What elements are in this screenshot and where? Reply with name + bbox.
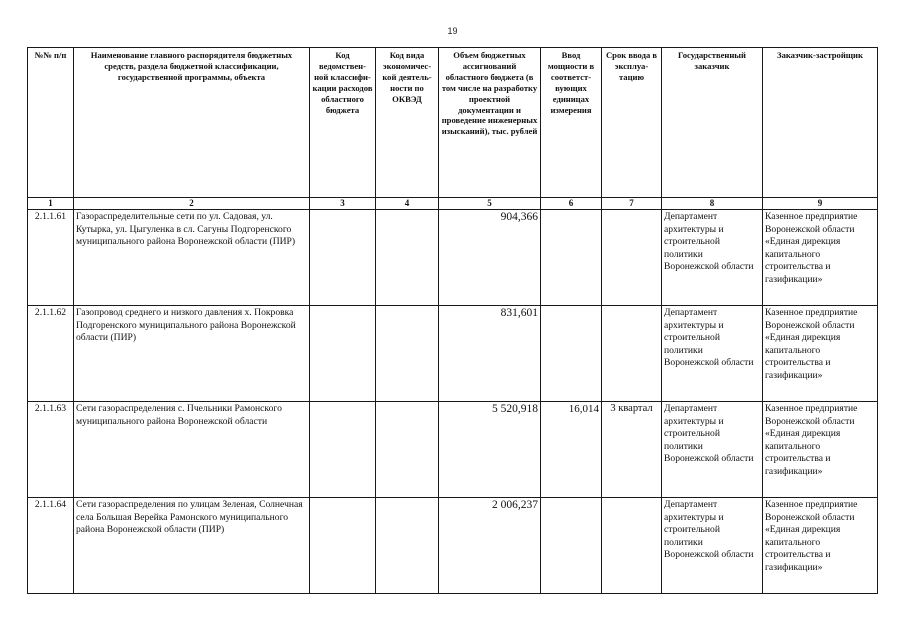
table-row — [28, 210, 878, 306]
state-customer-cell: Департамент архитектуры и строительной политики Воронежской области — [662, 498, 763, 594]
header-cell-state-customer: Государственный заказчик — [662, 48, 763, 198]
table-row — [28, 306, 878, 402]
table-header-row — [28, 48, 878, 198]
object-name-cell: Газопровод среднего и низкого давления х. Покровка Подгоренского муниципального района Воронежской области (ПИР) — [74, 306, 310, 402]
row-number-cell: 2.1.1.64 — [28, 498, 74, 594]
header-cell-name: Наименование главного распорядителя бюджетных средств, раздела бюджетной классификации, государственной программы, объекта — [74, 48, 310, 198]
row-number-cell: 2.1.1.62 — [28, 306, 74, 402]
column-number: 8 — [662, 198, 763, 210]
column-number: 5 — [439, 198, 541, 210]
header-cell-budget-amount: Объем бюджетных ассигнований областного бюджета (в том числе на разработку проектной документации и проведение инженерных изысканий), тыс. рублей — [439, 48, 541, 198]
commission-term-cell — [602, 498, 662, 594]
column-number: 4 — [376, 198, 439, 210]
header-cell-number: №№ п/п — [28, 48, 74, 198]
developer-cell: Казенное предприятие Воронежской области «Единая дирекция капитального строительства и газификации» — [763, 306, 878, 402]
page-number: 19 — [447, 26, 458, 36]
header-cell-okved-code: Код вида экономичес-кой деятель-ности по ОКВЭД — [376, 48, 439, 198]
developer-cell: Казенное предприятие Воронежской области «Единая дирекция капитального строительства и газификации» — [763, 498, 878, 594]
column-number: 3 — [310, 198, 376, 210]
budget-amount-cell: 5 520,918 — [439, 402, 541, 498]
table-row — [28, 498, 878, 594]
budget-amount-cell: 831,601 — [439, 306, 541, 402]
state-customer-cell: Департамент архитектуры и строительной политики Воронежской области — [662, 402, 763, 498]
developer-cell: Казенное предприятие Воронежской области «Единая дирекция капитального строительства и газификации» — [763, 402, 878, 498]
developer-cell: Казенное предприятие Воронежской области «Единая дирекция капитального строительства и газификации» — [763, 210, 878, 306]
dept-code-cell — [310, 498, 376, 594]
okved-code-cell — [376, 402, 439, 498]
column-number: 9 — [763, 198, 878, 210]
okved-code-cell — [376, 210, 439, 306]
okved-code-cell — [376, 306, 439, 402]
commission-term-cell — [602, 210, 662, 306]
state-customer-cell: Департамент архитектуры и строительной политики Воронежской области — [662, 210, 763, 306]
row-number-cell: 2.1.1.63 — [28, 402, 74, 498]
header-cell-capacity: Ввод мощности в соответст-вующих единицах измерения — [541, 48, 602, 198]
capacity-cell — [541, 306, 602, 402]
budget-allocation-table — [27, 47, 878, 594]
row-number-cell: 2.1.1.61 — [28, 210, 74, 306]
okved-code-cell — [376, 498, 439, 594]
table-row — [28, 402, 878, 498]
object-name-cell: Газораспределительные сети по ул. Садовая, ул. Кутырка, ул. Цыгуленка в сл. Сагуны Подгоренского муниципального района Воронежской области (ПИР) — [74, 210, 310, 306]
commission-term-cell: 3 квартал — [602, 402, 662, 498]
capacity-cell — [541, 498, 602, 594]
column-number-row — [28, 198, 878, 210]
column-number: 1 — [28, 198, 74, 210]
capacity-cell: 16,014 — [541, 402, 602, 498]
commission-term-cell — [602, 306, 662, 402]
state-customer-cell: Департамент архитектуры и строительной политики Воронежской области — [662, 306, 763, 402]
column-number: 6 — [541, 198, 602, 210]
budget-amount-cell: 904,366 — [439, 210, 541, 306]
dept-code-cell — [310, 306, 376, 402]
column-number: 2 — [74, 198, 310, 210]
column-number: 7 — [602, 198, 662, 210]
object-name-cell: Сети газораспределения по улицам Зеленая, Солнечная села Большая Верейка Рамонского муниципального района Воронежской области (ПИР) — [74, 498, 310, 594]
header-cell-dept-code: Код ведомствен-ной классифи-кации расходов областного бюджета — [310, 48, 376, 198]
dept-code-cell — [310, 210, 376, 306]
budget-amount-cell: 2 006,237 — [439, 498, 541, 594]
object-name-cell: Сети газораспределения с. Пчельники Рамонского муниципального района Воронежской области — [74, 402, 310, 498]
header-cell-commission-term: Срок ввода в эксплуа-тацию — [602, 48, 662, 198]
capacity-cell — [541, 210, 602, 306]
header-cell-developer: Заказчик-застройщик — [763, 48, 878, 198]
dept-code-cell — [310, 402, 376, 498]
